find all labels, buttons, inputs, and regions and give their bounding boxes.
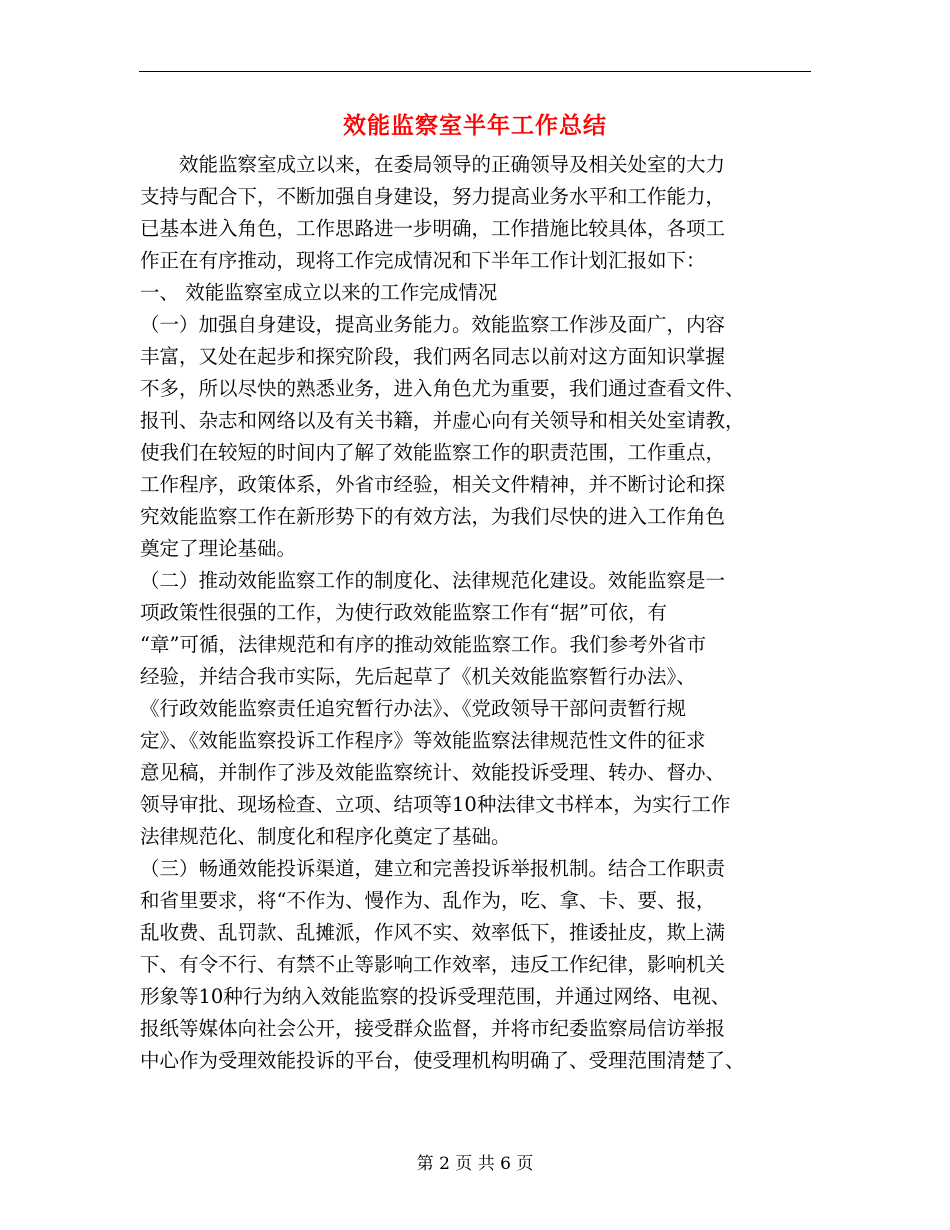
page-footer: 第 2 页 共 6 页 — [416, 1154, 534, 1174]
text-line: 乱收费、乱罚款、乱摊派，作风不实、效率低下，推诿扯皮，欺上满 — [140, 921, 726, 944]
text-line: 定》、《效能监察投诉工作程序》等效能监察法律规范性文件的征求 — [140, 729, 706, 752]
text-line: 下、有令不行、有禁不止等影响工作效率，违反工作纪律，影响机关 — [140, 953, 726, 976]
text-line: 项政策性很强的工作，为使行政效能监察工作有“据”可依，有 — [140, 601, 667, 624]
document-body — [140, 149, 810, 1077]
text-line: （二）推动效能监察工作的制度化、法律规范化建设。效能监察是一 — [140, 569, 726, 592]
text-line: 和省里要求，将“不作为、慢作为、乱作为，吃、拿、卡、要、报， — [140, 889, 716, 912]
header-rule — [139, 71, 811, 72]
text-line: 效能监察室成立以来，在委局领导的正确领导及相关处室的大力 — [140, 153, 726, 176]
text-line: 报纸等媒体向社会公开，接受群众监督，并将市纪委监察局信访举报 — [140, 1017, 726, 1040]
text-line: 意见稿，并制作了涉及效能监察统计、效能投诉受理、转办、督办、 — [140, 761, 726, 784]
text-line: 工作程序，政策体系，外省市经验，相关文件精神，并不断讨论和探 — [140, 473, 726, 496]
text-line: （三）畅通效能投诉渠道，建立和完善投诉举报机制。结合工作职责 — [140, 857, 726, 880]
text-line: 经验，并结合我市实际，先后起草了《机关效能监察暂行办法》、 — [140, 665, 696, 688]
text-line: 领导审批、现场检查、立项、结项等10种法律文书样本，为实行工作 — [140, 793, 731, 816]
text-line: 中心作为受理效能投诉的平台，使受理机构明确了、受理范围清楚了、 — [140, 1049, 745, 1072]
text-line: 使我们在较短的时间内了解了效能监察工作的职责范围，工作重点， — [140, 441, 726, 464]
text-line: 报刊、杂志和网络以及有关书籍，并虚心向有关领导和相关处室请教， — [140, 409, 745, 432]
text-line: 形象等10种行为纳入效能监察的投诉受理范围，并通过网络、电视、 — [140, 985, 731, 1008]
text-line: 《行政效能监察责任追究暂行办法》、《党政领导干部问责暂行规 — [140, 697, 687, 720]
text-line: 究效能监察工作在新形势下的有效方法，为我们尽快的进入工作角色 — [140, 505, 726, 528]
text-line: 不多，所以尽快的熟悉业务，进入角色尤为重要，我们通过查看文件、 — [140, 377, 745, 400]
text-line: “章”可循，法律规范和有序的推动效能监察工作。我们参考外省市 — [140, 633, 706, 656]
text-line: 支持与配合下，不断加强自身建设，努力提高业务水平和工作能力， — [140, 185, 726, 208]
text-line: 作正在有序推动，现将工作完成情况和下半年工作计划汇报如下： — [140, 249, 706, 272]
document-title: 效能监察室半年工作总结 — [343, 112, 607, 139]
text-line: 丰富，又处在起步和探究阶段，我们两名同志以前对这方面知识掌握 — [140, 345, 726, 368]
text-line: 法律规范化、制度化和程序化奠定了基础。 — [140, 825, 511, 848]
text-line: 一、 效能监察室成立以来的工作完成情况 — [140, 281, 498, 304]
text-line: 奠定了理论基础。 — [140, 537, 297, 560]
text-line: （一）加强自身建设，提高业务能力。效能监察工作涉及面广，内容 — [140, 313, 726, 336]
text-line: 已基本进入角色，工作思路进一步明确，工作措施比较具体，各项工 — [140, 217, 726, 240]
